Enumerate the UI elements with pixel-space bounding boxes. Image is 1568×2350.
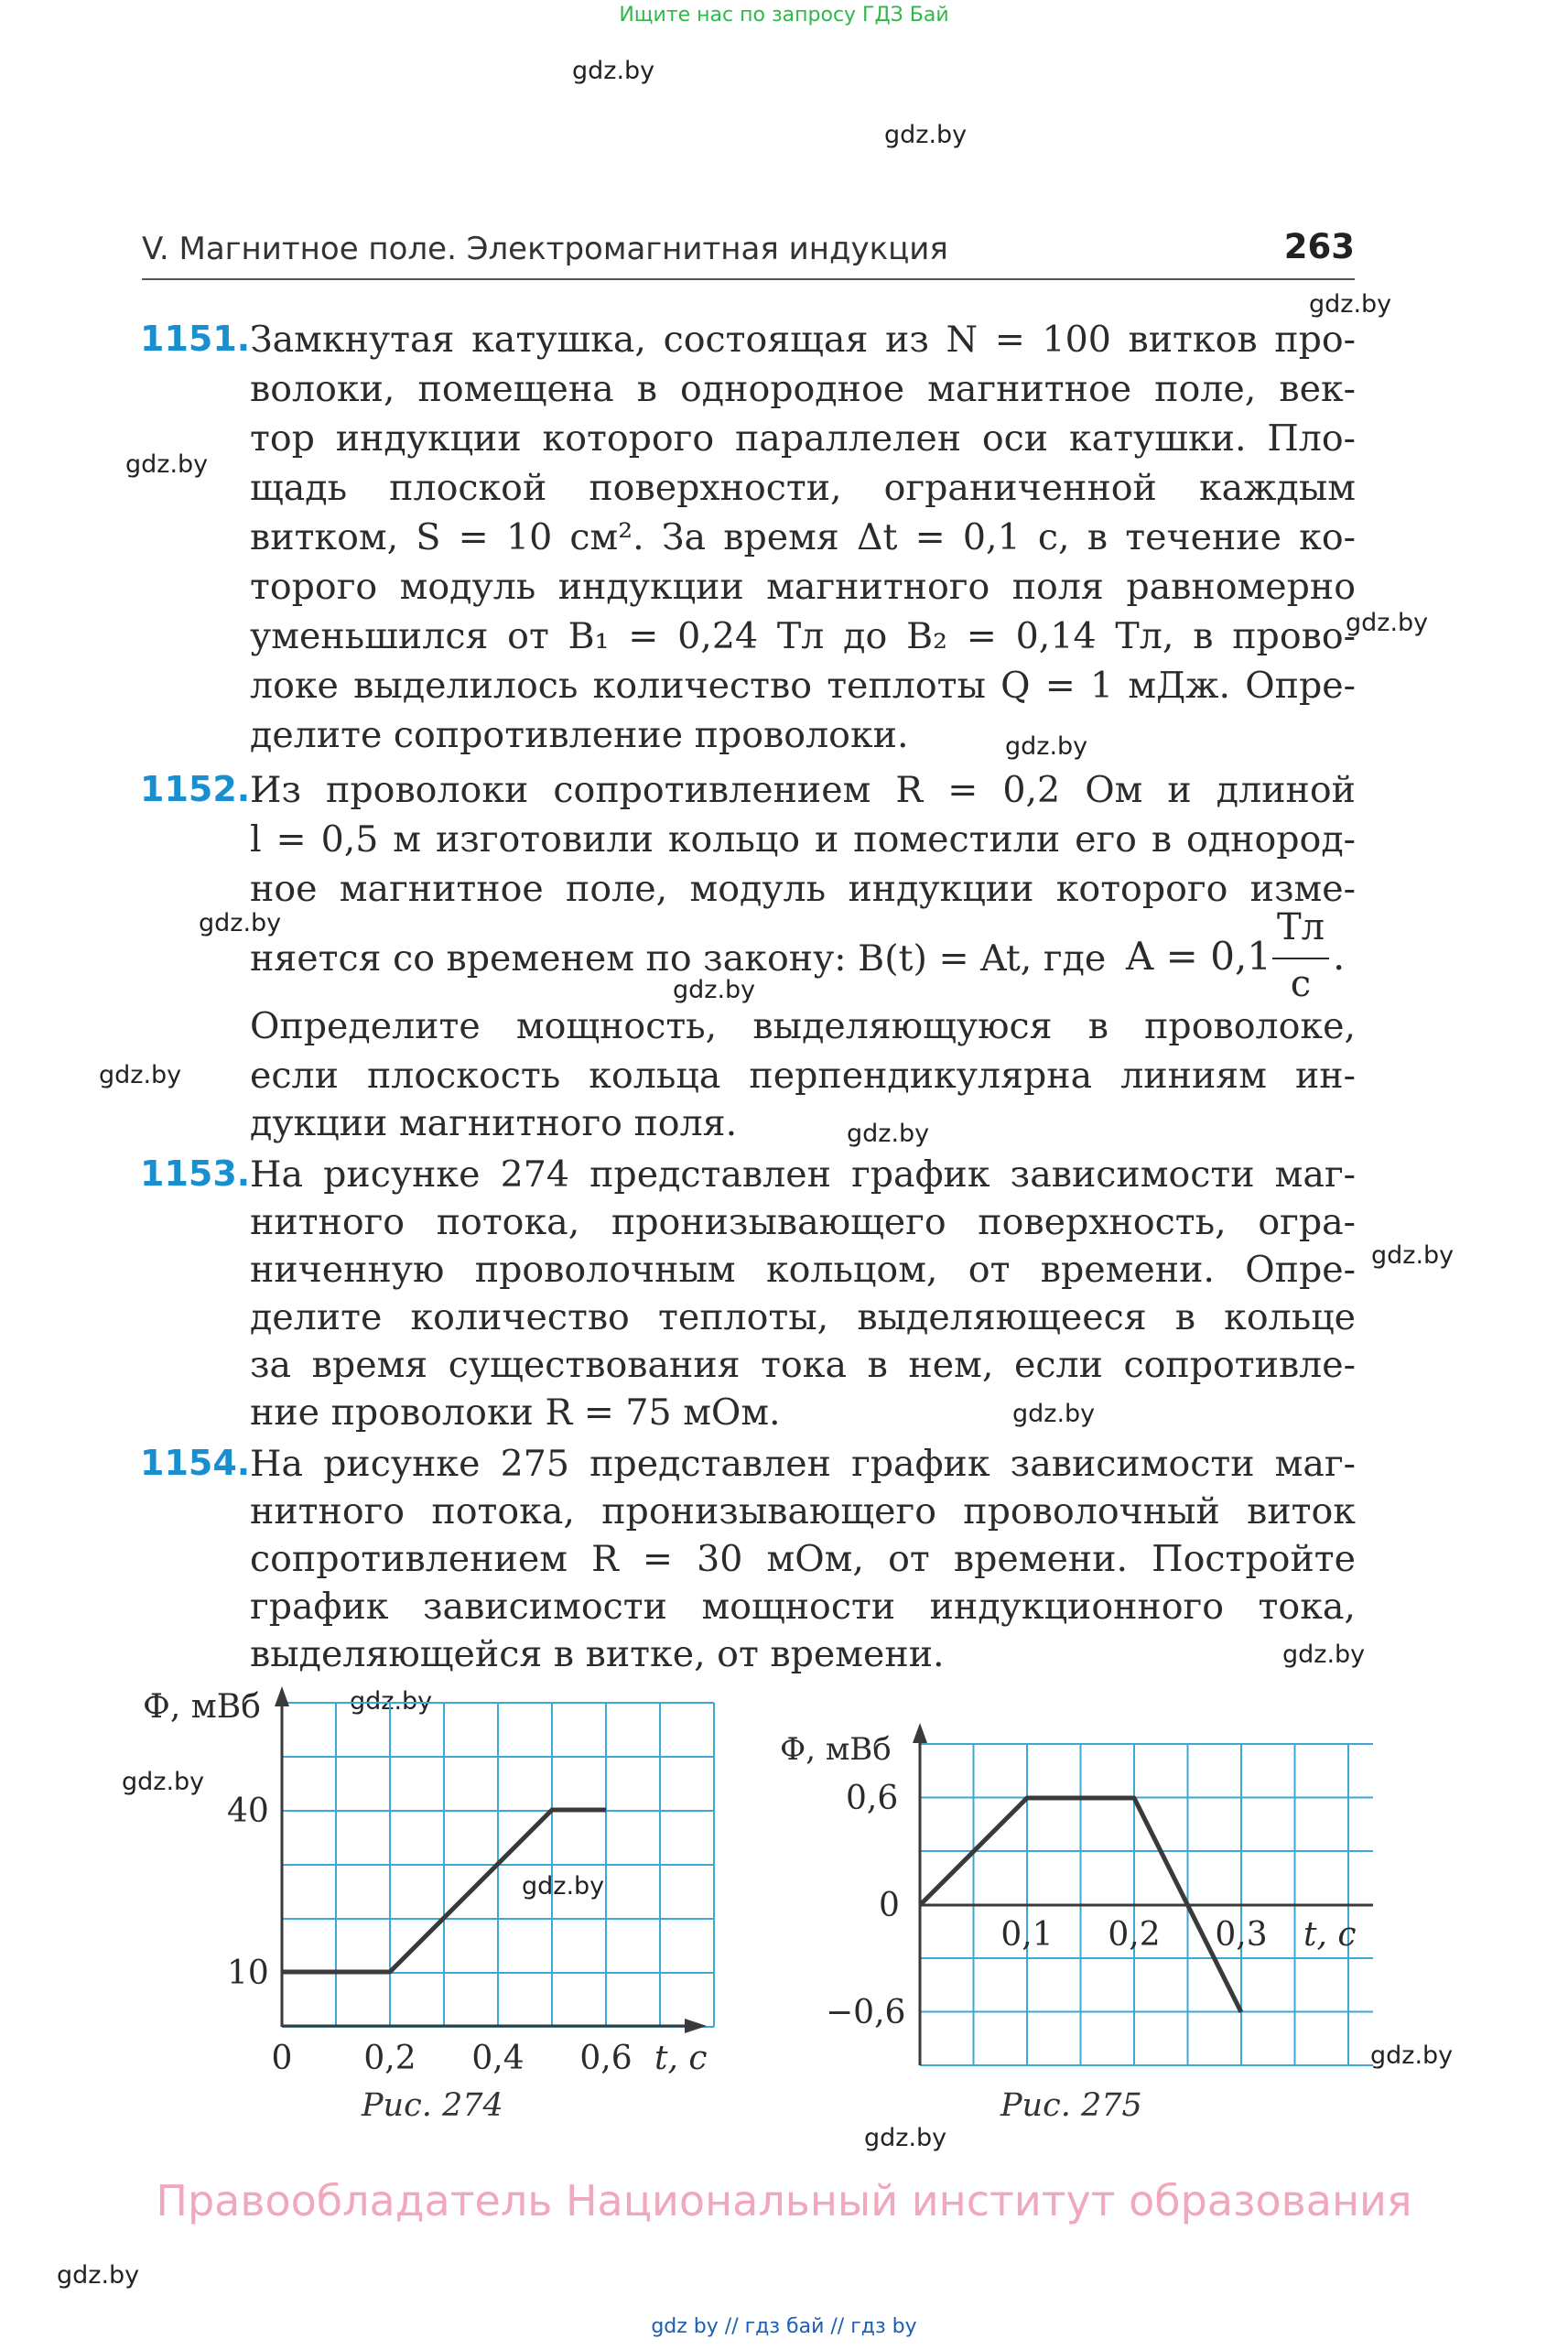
watermark: gdz.by	[1282, 1641, 1366, 1669]
x-axis-label: t, с	[654, 2040, 708, 2077]
problem-number: 1154.	[140, 1443, 251, 1483]
problem-line: за время существования тока в нем, если сопротивле-	[250, 1344, 1356, 1386]
problem-number: 1151.	[140, 319, 251, 359]
problem-line: делите сопротивление проволоки.	[250, 714, 909, 756]
x-tick-label: 0,2	[1108, 1916, 1161, 1954]
watermark: gdz.by	[847, 1120, 930, 1148]
y-tick-label: 0	[879, 1887, 900, 1924]
x-tick-label: 0,2	[363, 2040, 416, 2077]
watermark: gdz.by	[350, 1687, 433, 1716]
formula-lhs: A = 0,1	[1126, 934, 1272, 979]
watermark: gdz.by	[864, 2124, 947, 2152]
formula-period: .	[1333, 934, 1346, 979]
x-tick-label: 0	[271, 2040, 293, 2077]
problem-line: дукции магнитного поля.	[250, 1102, 738, 1144]
y-tick-label: 40	[227, 1792, 269, 1830]
problem-line: Замкнутая катушка, состоящая из N = 100 витков про-	[250, 319, 1356, 361]
figure-275-chart	[769, 1721, 1373, 2087]
y-axis-arrow	[913, 1723, 927, 1743]
problem-line: уменьшился от B₁ = 0,24 Тл до B₂ = 0,14 Тл, в прово-	[250, 615, 1356, 657]
watermark: gdz.by	[1346, 609, 1429, 637]
problem-line: нитного потока, пронизывающего проволочный виток	[250, 1490, 1356, 1532]
x-tick-label: 0,4	[471, 2040, 524, 2077]
x-tick-label: 0,6	[579, 2040, 633, 2077]
y-axis-arrow	[275, 1686, 289, 1706]
watermark: gdz.by	[99, 1061, 182, 1089]
watermark: gdz.by	[57, 2261, 140, 2290]
problem-line: выделяющейся в витке, от времени.	[250, 1633, 945, 1675]
problem-number: 1153.	[140, 1153, 251, 1194]
problem-number: 1152.	[140, 769, 251, 809]
problem-line: нитного потока, пронизывающего поверхность, огра-	[250, 1201, 1356, 1243]
problem-line: Из проволоки сопротивлением R = 0,2 Ом и длиной	[250, 769, 1356, 811]
problem-line: витком, S = 10 см². За время Δt = 0,1 с, в течение ко-	[250, 516, 1356, 558]
watermark: gdz.by	[522, 1872, 605, 1901]
problem-line: Определите мощность, выделяющуюся в проволоке,	[250, 1005, 1356, 1047]
y-tick-label: 0,6	[846, 1780, 899, 1817]
x-axis-arrow	[685, 2019, 707, 2033]
watermark: gdz.by	[673, 976, 756, 1004]
problem-line: график зависимости мощности индукционного тока,	[250, 1586, 1356, 1628]
y-tick-label: −0,6	[826, 1994, 906, 2031]
problem-line: ное магнитное поле, модуль индукции которого изме-	[250, 868, 1356, 910]
y-axis-label: Ф, мВб	[143, 1688, 261, 1726]
top-note[interactable]: Ищите нас по запросу ГДЗ Бай	[619, 4, 949, 27]
watermark: gdz.by	[884, 121, 968, 149]
problem-line: l = 0,5 м изготовили кольцо и поместили его в однород-	[250, 818, 1356, 861]
problem-line: локе выделилось количество теплоты Q = 1 мДж. Опре-	[250, 665, 1356, 707]
problem-line: делите количество теплоты, выделяющееся в кольце	[250, 1296, 1356, 1338]
watermark: gdz.by	[1370, 2041, 1454, 2070]
x-axis-label: t, с	[1303, 1916, 1357, 1954]
watermark: gdz.by	[572, 57, 655, 85]
problem-line: волоки, помещена в однородное магнитное поле, век-	[250, 368, 1356, 410]
watermark: gdz.by	[1371, 1241, 1454, 1270]
y-axis-label: Ф, мВб	[780, 1731, 892, 1768]
watermark: gdz.by	[199, 909, 282, 937]
watermark: gdz.by	[125, 450, 209, 479]
x-tick-label: 0,1	[1000, 1916, 1054, 1954]
formula	[1126, 906, 1364, 1016]
watermark: gdz.by	[1012, 1400, 1096, 1428]
bottom-links[interactable]: gdz by // гдз бай // гдз by	[651, 2315, 917, 2338]
problem-line: если плоскость кольца перпендикулярна линиям ин-	[250, 1055, 1356, 1097]
y-tick-label: 10	[227, 1955, 269, 1992]
watermark: gdz.by	[122, 1768, 205, 1796]
figure-274-caption: Рис. 274	[362, 2087, 503, 2124]
problem-line: ниченную проволочным кольцом, от времени. Опре-	[250, 1249, 1356, 1291]
fraction-bar	[1272, 958, 1329, 959]
formula-denominator: с	[1290, 963, 1312, 1005]
x-tick-label: 0,3	[1215, 1916, 1268, 1954]
problem-line: щадь плоской поверхности, ограниченной каждым	[250, 467, 1356, 509]
problem-line: ние проволоки R = 75 мОм.	[250, 1392, 781, 1434]
watermark: gdz.by	[1309, 290, 1392, 319]
chapter-title: V. Магнитное поле. Электромагнитная индукция	[142, 231, 948, 267]
problem-line: торого модуль индукции магнитного поля равномерно	[250, 566, 1356, 608]
problem-line: На рисунке 275 представлен график зависимости маг-	[250, 1443, 1356, 1485]
page-header	[142, 223, 1355, 280]
problem-line: тор индукции которого параллелен оси катушки. Пло-	[250, 417, 1356, 460]
problem-line: няется со временем по закону: B(t) = At, где	[250, 937, 1107, 980]
watermark: gdz.by	[1005, 732, 1088, 761]
figure-275-caption: Рис. 275	[1000, 2087, 1142, 2124]
figure-274-chart	[137, 1684, 741, 2087]
problem-line: сопротивлением R = 30 мОм, от времени. Постройте	[250, 1538, 1356, 1580]
problem-line: На рисунке 274 представлен график зависимости маг-	[250, 1153, 1356, 1196]
page-number: 263	[1283, 227, 1355, 266]
formula-numerator: Тл	[1276, 906, 1325, 948]
copyright-footer: Правообладатель Национальный институт образования	[156, 2176, 1412, 2225]
